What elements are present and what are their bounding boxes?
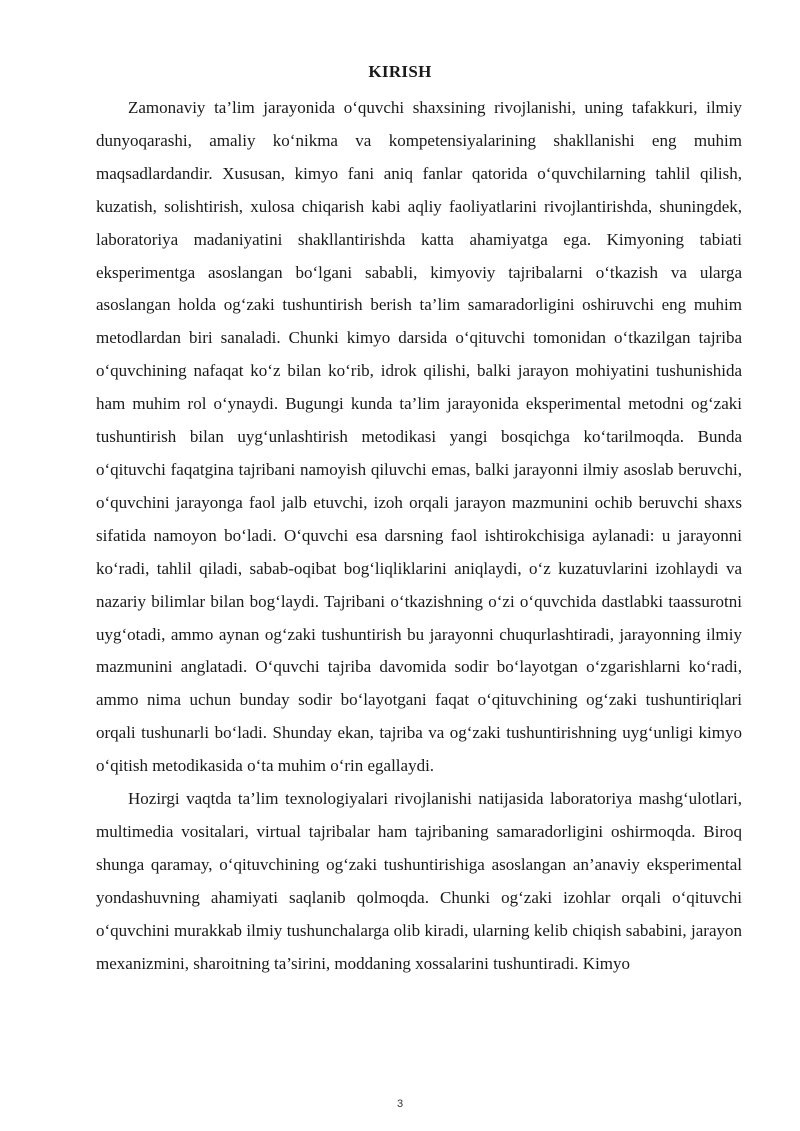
page-number: 3 (396, 1098, 404, 1110)
paragraph-1: Zamonaviy ta’lim jarayonida o‘quvchi shaxsining rivojlanishi, uning tafakkuri, ilmiy dunyoqarashi, amaliy ko‘nikma va kompetensiyalarining shakllanishi eng muhim maqsadlardandir. Xususan, kimyo fani aniq fanlar qatorida o‘quvchilarning tahlil qilish, kuzatish, solishtirish, xulosa chiqarish kabi aqliy faoliyatlarini rivojlantirishda, shuningdek, laboratoriya madaniyatini shakllantirishda katta ahamiyatga ega. Kimyoning tabiati eksperimentga asoslangan bo‘lgani sababli, kimyoviy tajribalarni o‘tkazish va ularga asoslangan holda og‘zaki tushuntirish berish ta’lim samaradorligini oshiruvchi eng muhim metodlardan biri sanaladi. Chunki kimyo darsida o‘qituvchi tomonidan o‘tkazilgan tajriba o‘quvchining nafaqat ko‘z bilan ko‘rib, idrok qilishi, balki jarayon mohiyatini tushunishida ham muhim rol o‘ynaydi. Bugungi kunda ta’lim jarayonida eksperimental metodni og‘zaki tushuntirish bilan uyg‘unlashtirish metodikasi yangi bosqichga ko‘tarilmoqda. Bunda o‘qituvchi faqatgina tajribani namoyish qiluvchi emas, balki jarayonni ilmiy asoslab beruvchi, o‘quvchini jarayonga faol jalb etuvchi, izoh orqali jarayon mazmunini ochib beruvchi shaxs sifatida namoyon bo‘ladi. O‘quvchi esa darsning faol ishtirokchisiga aylanadi: u jarayonni ko‘radi, tahlil qiladi, sabab-oqibat bog‘liqliklarini aniqlaydi, o‘z kuzatuvlarini izohlaydi va nazariy bilimlar bilan bog‘laydi. Tajribani o‘tkazishning o‘zi o‘quvchida dastlabki taassurotni uyg‘otadi, ammo aynan og‘zaki tushuntirish bu jarayonni chuqurlashtiradi, jarayonning ilmiy mazmunini anglatadi. O‘quvchi tajriba davomida sodir bo‘layotgan o‘zgarishlarni ko‘radi, ammo nima uchun bunday sodir bo‘layotgani faqat o‘qituvchining og‘zaki tushuntiriqlari orqali tushunarli bo‘ladi. Shunday ekan, tajriba va og‘zaki tushuntirishning uyg‘unligi kimyo o‘qitish metodikasida o‘ta muhim o‘rin egallaydi. (96, 98, 742, 776)
body-text (96, 92, 742, 980)
paragraph-2: Hozirgi vaqtda ta’lim texnologiyalari rivojlanishi natijasida laboratoriya mashg‘ulotlari, multimedia vositalari, virtual tajribalar ham tajribaning samaradorligini oshirmoqda. Biroq shunga qaramay, o‘qituvchining og‘zaki tushuntirishiga asoslangan an’anaviy eksperimental yondashuvning ahamiyati saqlanib qolmoqda. Chunki og‘zaki izohlar orqali o‘qituvchi o‘quvchini murakkab ilmiy tushunchalarga olib kiradi, ularning kelib chiqish sababini, jarayon mexanizmini, sharoitning ta’sirini, moddaning xossalarini tushuntiradi. Kimyo (96, 789, 742, 973)
page-title: KIRISH (368, 62, 432, 81)
